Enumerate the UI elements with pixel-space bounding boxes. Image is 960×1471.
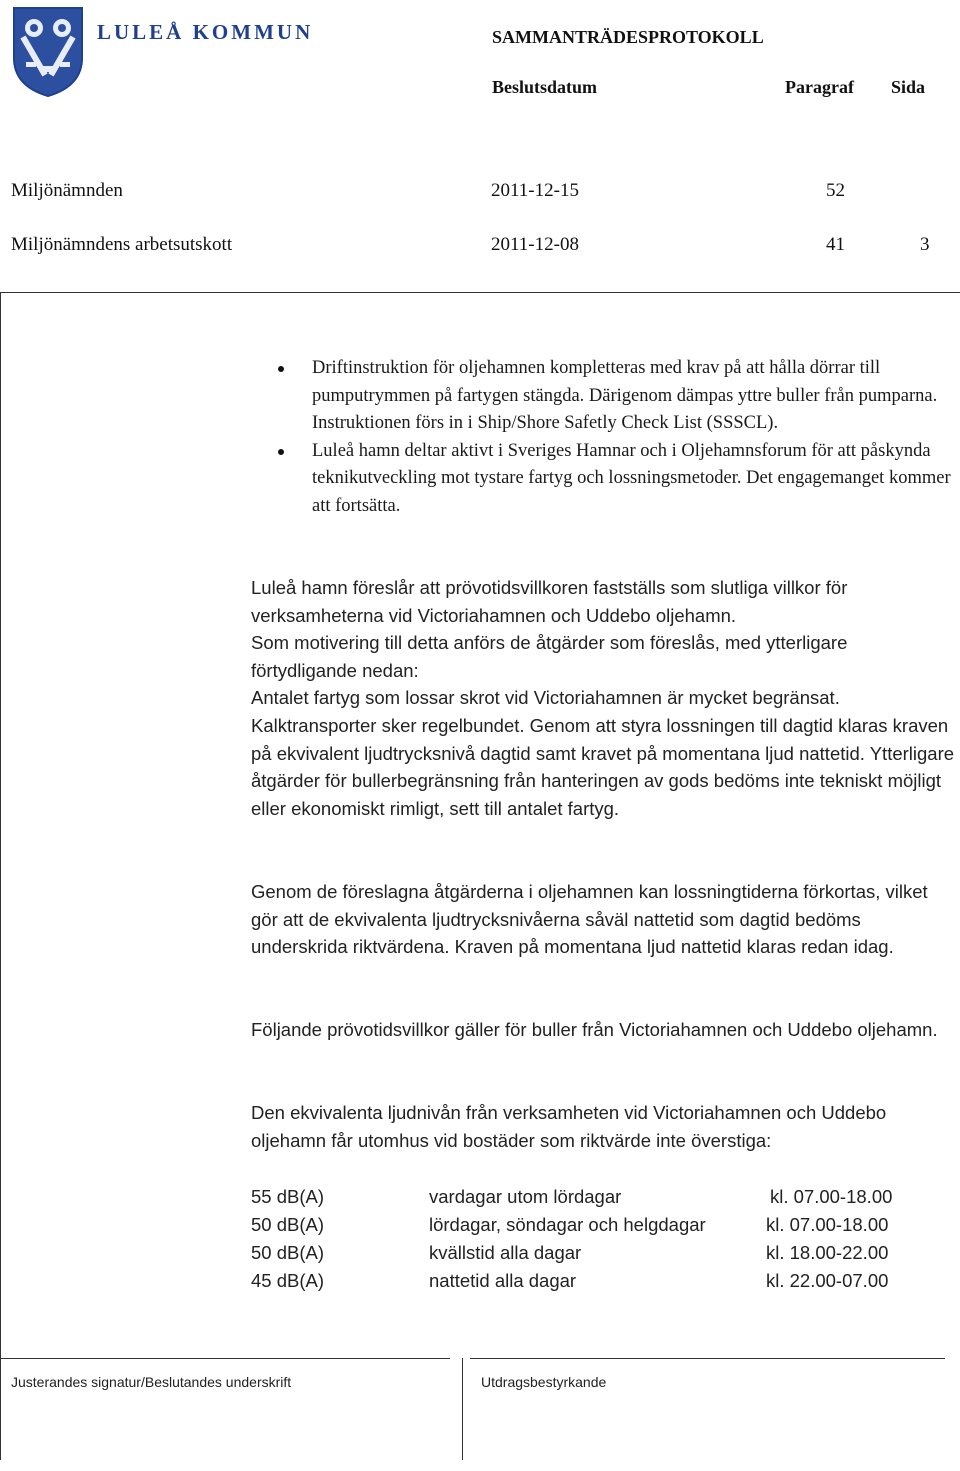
footer-divider	[470, 1358, 945, 1359]
time-range: kl. 22.00-07.00	[766, 1269, 889, 1291]
period: vardagar utom lördagar	[429, 1186, 622, 1207]
noise-level: 45 dB(A)	[251, 1269, 325, 1291]
municipality-name: LULEÅ KOMMUN	[97, 20, 314, 44]
table-row	[251, 1239, 951, 1267]
time-range: kl. 18.00-22.00	[766, 1241, 889, 1263]
noise-level: 55 dB(A)	[251, 1186, 325, 1207]
decision-date-header: Beslutsdatum	[492, 77, 598, 97]
meeting-paragraph: 41	[826, 234, 845, 255]
period: nattetid alla dagar	[429, 1269, 577, 1291]
meeting-date: 2011-12-15	[491, 180, 579, 201]
certification-label: Utdragsbestyrkande	[481, 1374, 607, 1390]
paragraph-header: Paragraf	[785, 77, 854, 97]
document-type: SAMMANTRÄDESPROTOKOLL	[492, 27, 764, 47]
period: lördagar, söndagar och helgdagar	[429, 1213, 706, 1235]
period: kvällstid alla dagar	[429, 1241, 582, 1263]
body-paragraph: Genom de föreslagna åtgärderna i oljehamnen kan lossningtiderna förkortas, vilket gör att de ekvivalenta ljudtrycksnivåerna såväl nattetid som dagtid bedöms underskrida riktvärdena. Kraven på momentana ljud nattetid klaras redan idag.	[251, 881, 928, 958]
content-frame-left	[0, 292, 1, 1460]
table-row	[251, 1267, 951, 1295]
luleå-coat-of-arms-logo	[12, 6, 84, 98]
content-frame-top	[0, 292, 960, 293]
footer-separator	[462, 1358, 463, 1460]
meeting-body: Miljönämndens arbetsutskott	[11, 234, 233, 255]
body-paragraph: Följande prövotidsvillkor gäller för buller från Victoriahamnen och Uddebo oljehamn.	[251, 1019, 938, 1040]
footer-divider	[0, 1358, 450, 1359]
bullet-icon	[278, 366, 284, 372]
noise-level: 50 dB(A)	[251, 1213, 325, 1235]
meeting-date: 2011-12-08	[491, 234, 579, 255]
body-paragraph: Den ekvivalenta ljudnivån från verksamheten vid Victoriahamnen och Uddebo oljehamn får utomhus vid bostäder som riktvärde inte överstiga:	[251, 1102, 887, 1151]
noise-limits-table	[251, 1183, 951, 1295]
list-item: Luleå hamn deltar aktivt i Sveriges Hamnar och i Oljehamnsforum för att påskynda teknikutveckling mot tystare fartyg och lossningsmetoder. Det engagemanget kommer att fortsätta.	[312, 438, 957, 521]
bullet-list	[312, 355, 957, 520]
noise-level: 50 dB(A)	[251, 1241, 325, 1263]
time-range: kl. 07.00-18.00	[766, 1213, 889, 1235]
bullet-icon	[278, 449, 284, 455]
table-row	[251, 1183, 951, 1211]
page-header: Sida	[891, 77, 926, 97]
time-range: kl. 07.00-18.00	[770, 1186, 893, 1207]
body-paragraph: Luleå hamn föreslår att prövotidsvillkoren fastställs som slutliga villkor för verksamheterna vid Victoriahamnen och Uddebo oljehamn. Som motivering till detta anförs de åtgärder som föreslås, med ytterligare förtydligande nedan: Antalet fartyg som lossar skrot vid Victoriahamnen är mycket begränsat. Kalktransporter sker regelbundet. Genom att styra lossningen till dagtid klaras kraven på ekvivalent ljudtrycksnivå dagtid samt kravet på momentana ljud nattetid. Ytterligare åtgärder för bullerbegränsning från hanteringen av gods bedöms inte tekniskt möjligt eller ekonomiskt rimligt, sett till antalet fartyg.	[251, 577, 955, 819]
signature-label: Justerandes signatur/Beslutandes underskrift	[11, 1374, 292, 1390]
list-item: Driftinstruktion för oljehamnen kompletteras med krav på att hålla dörrar till pumputrymmen på fartygen stängda. Därigenom dämpas yttre buller från pumparna. Instruktionen förs in i Ship/Shore Safetly Check List (SSSCL).	[312, 355, 957, 438]
meeting-body: Miljönämnden	[11, 180, 123, 201]
meeting-page: 3	[920, 234, 930, 255]
meeting-paragraph: 52	[826, 180, 845, 201]
table-row	[251, 1211, 951, 1239]
